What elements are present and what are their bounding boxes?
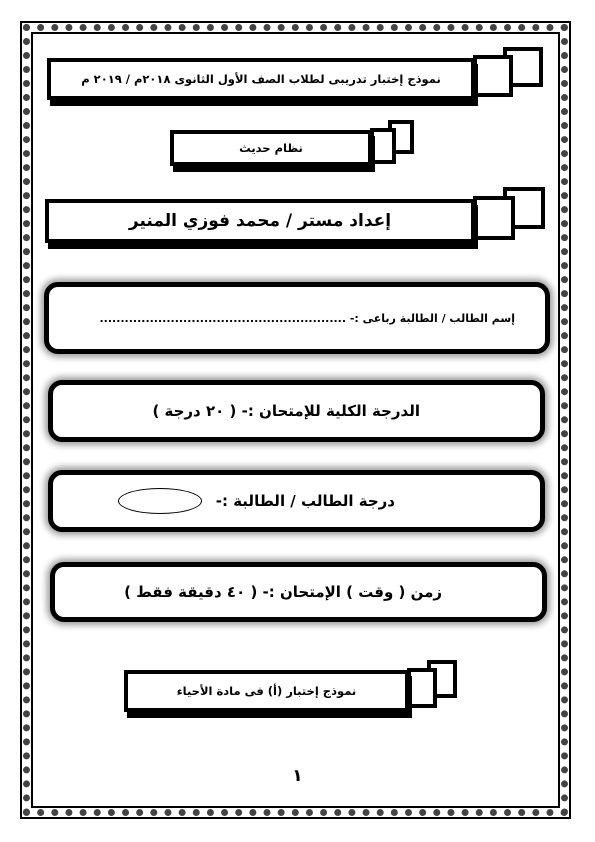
banner-tab-front xyxy=(407,668,437,708)
banner-tab-front xyxy=(370,128,396,164)
banner-tab-front xyxy=(473,55,513,97)
student-grade-box xyxy=(48,470,545,532)
exam-time-box xyxy=(50,562,547,622)
exam-time-label: زمن ( وقت ) الإمتحان :- ( ٤٠ دقيقة فقط ) xyxy=(124,583,442,601)
total-grade-box xyxy=(48,380,545,442)
grade-oval[interactable] xyxy=(118,488,202,514)
system-label: نظام حديث xyxy=(170,130,372,166)
page-number: ١ xyxy=(292,766,303,786)
model-label: نموذج إختبار (أ) فى مادة الأحياء xyxy=(124,670,409,712)
student-name-field: إسم الطالب / الطالبة رباعى :- ........................................................... xyxy=(99,311,515,325)
total-grade-label: الدرجة الكلية للإمتحان :- ( ٢٠ درجة ) xyxy=(152,402,420,420)
student-name-box xyxy=(44,282,550,354)
banner-tab-front xyxy=(473,196,515,240)
student-grade-label: درجة الطالب / الطالبة :- xyxy=(215,492,395,510)
exam-title: نموذج إختبار تدريبى لطلاب الصف الأول الثانوى ٢٠١٨م / ٢٠١٩ م xyxy=(47,58,475,100)
author-name: إعداد مستر / محمد فوزي المنير xyxy=(45,199,475,243)
